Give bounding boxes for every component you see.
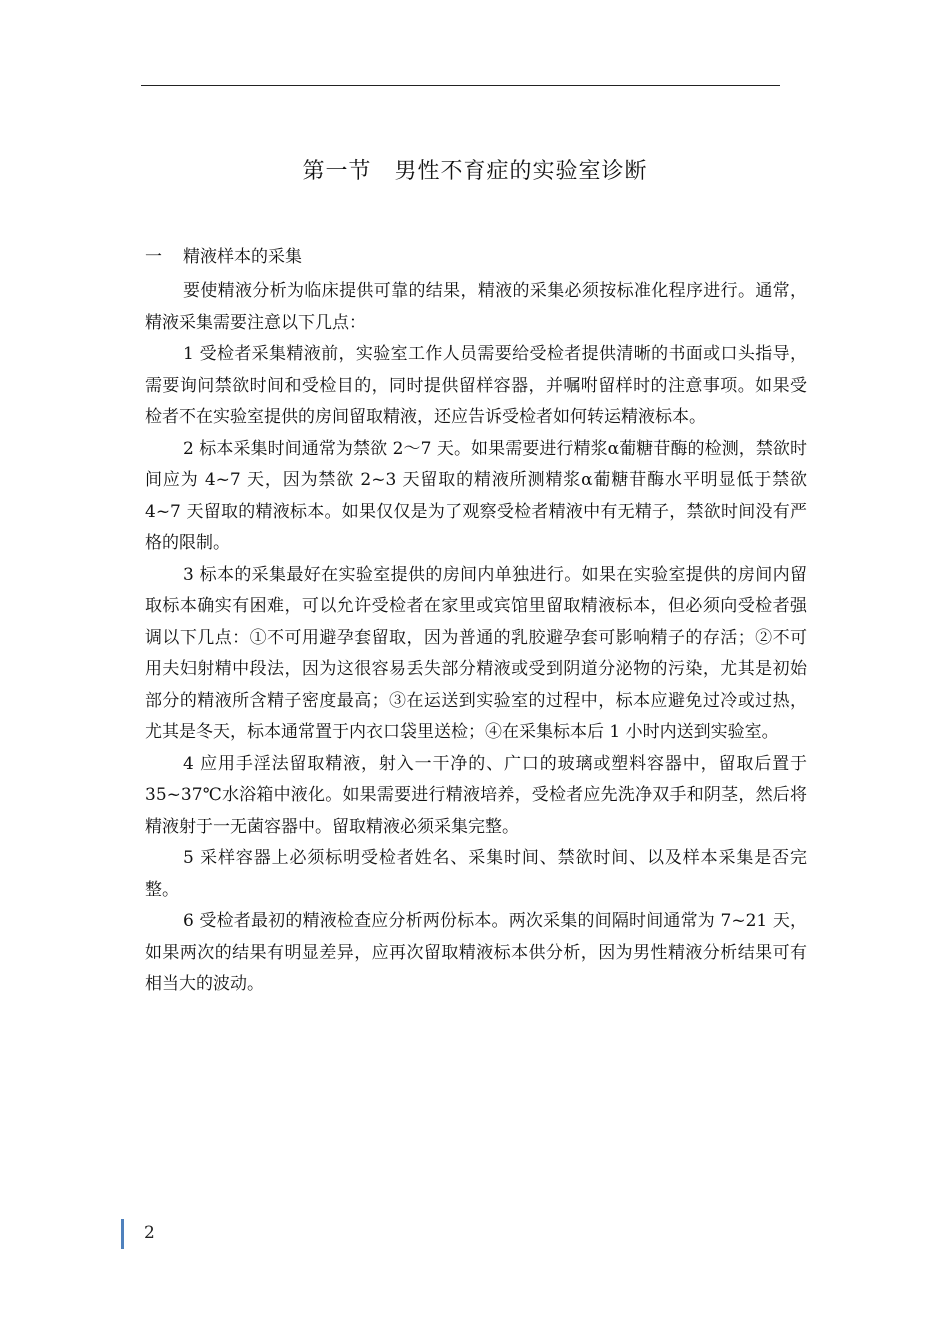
page-number: 2 xyxy=(144,1223,155,1243)
paragraph-item-6: 6 受检者最初的精液检查应分析两份标本。两次采集的间隔时间通常为 7~21 天，如果两次的结果有明显差异，应再次留取精液标本供分析，因为男性精液分析结果可有相当大的波动。 xyxy=(145,911,807,994)
paragraph-item-4: 4 应用手淫法留取精液，射入一干净的、广口的玻璃或塑料容器中，留取后置于 35~37℃水浴箱中液化。如果需要进行精液培养，受检者应先洗净双手和阴茎，然后将精液射于一无菌容器中。留取精液必须采集完整。 xyxy=(145,753,807,837)
paragraph-item-1: 1 受检者采集精液前，实验室工作人员需要给受检者提供清晰的书面或口头指导，需要询问禁欲时间和受检目的，同时提供留样容器，并嘱咐留样时的注意事项。如果受检者不在实验室提供的房间留取精液，还应告诉受检者如何转运精液标本。 xyxy=(145,344,807,427)
page-number-accent-bar xyxy=(121,1219,124,1249)
main-content xyxy=(145,242,807,1001)
header-rule xyxy=(141,85,780,86)
paragraph-item-2: 2 标本采集时间通常为禁欲 2～7 天。如果需要进行精浆α葡糖苷酶的检测，禁欲时间应为 4~7 天，因为禁欲 2~3 天留取的精液所测精浆α葡糖苷酶水平明显低于禁欲 4~7 天留取的精液标本。如果仅仅是为了观察受检者精液中有无精子，禁欲时间没有严格的限制。 xyxy=(145,438,807,553)
section-heading-number: 一 xyxy=(145,247,162,267)
page-title: 第一节 男性不育症的实验室诊断 xyxy=(302,159,648,184)
section-heading xyxy=(145,242,807,273)
paragraph-item-3: 3 标本的采集最好在实验室提供的房间内单独进行。如果在实验室提供的房间内留取标本确实有困难，可以允许受检者在家里或宾馆里留取精液标本，但必须向受检者强调以下几点：①不可用避孕套留取，因为普通的乳胶避孕套可影响精子的存活；②不可用夫妇射精中段法，因为这很容易丢失部分精液或受到阴道分泌物的污染，尤其是初始部分的精液所含精子密度最高；③在运送到实验室的过程中，标本应避免过冷或过热，尤其是冬天，标本通常置于内衣口袋里送检；④在采集标本后 1 小时内送到实验室。 xyxy=(145,564,807,742)
paragraph-item-5: 5 采样容器上必须标明受检者姓名、采集时间、禁欲时间、以及样本采集是否完整。 xyxy=(145,848,807,900)
paragraph-intro: 要使精液分析为临床提供可靠的结果，精液的采集必须按标准化程序进行。通常，精液采集需要注意以下几点： xyxy=(145,281,807,333)
section-heading-text: 精液样本的采集 xyxy=(183,247,302,267)
